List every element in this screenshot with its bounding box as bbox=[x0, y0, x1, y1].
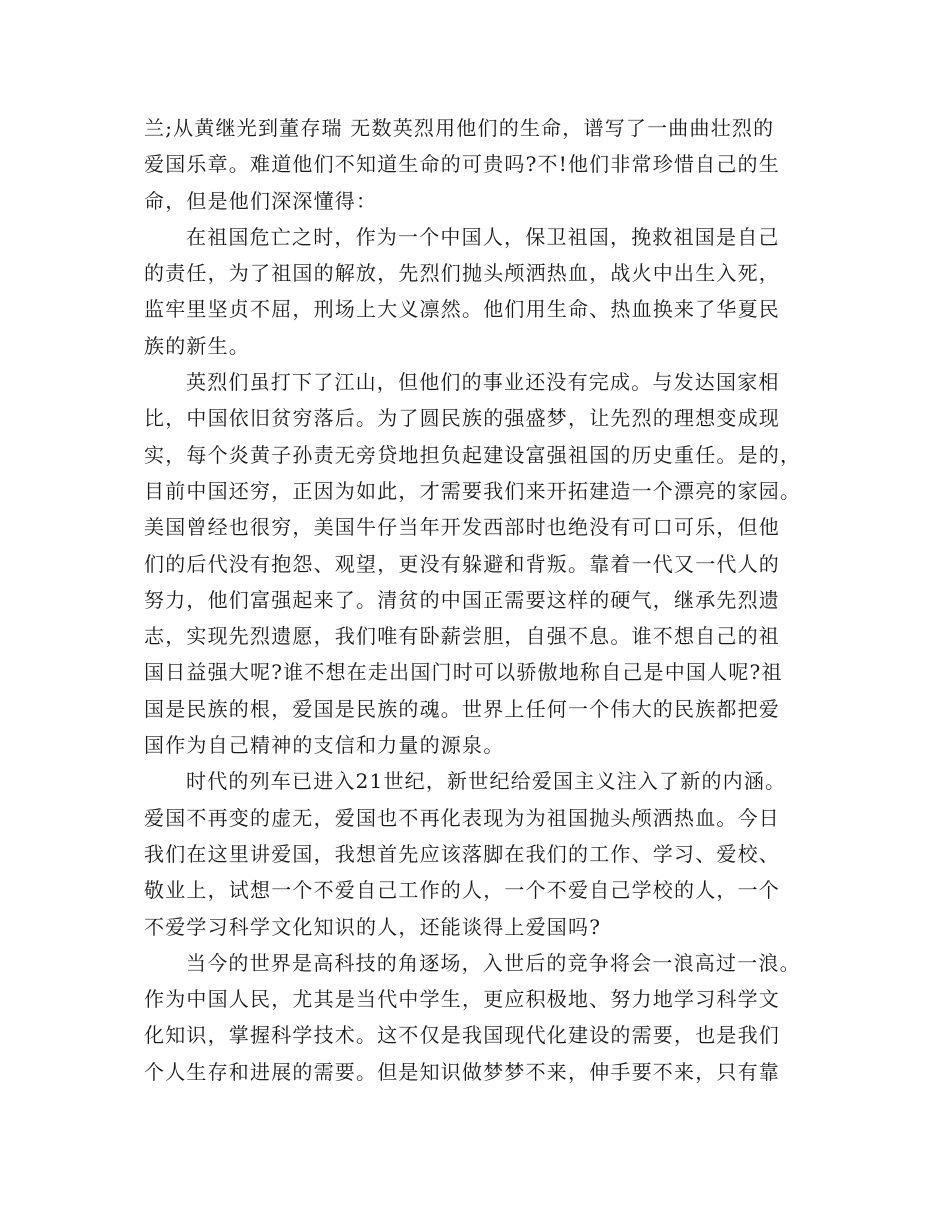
text-line: 实，每个炎黄子孙责无旁贷地担负起建设富强祖国的历史重任。是的， bbox=[144, 442, 802, 467]
text-line: 我们在这里讲爱国，我想首先应该落脚在我们的工作、学习、爱校、 bbox=[144, 841, 780, 866]
text-line: 兰;从黄继光到董存瑞 无数英烈用他们的生命，谱写了一曲曲壮烈的 bbox=[144, 116, 775, 140]
paragraph bbox=[144, 945, 834, 1090]
text-line: 敬业上，试想一个不爱自己工作的人，一个不爱自己学校的人，一个 bbox=[144, 878, 780, 903]
text-line: 命，但是他们深深懂得： bbox=[144, 188, 378, 213]
text-line: 当今的世界是高科技的角逐场，入世后的竞争将会一浪高过一浪。 bbox=[186, 950, 801, 975]
text-line: 国是民族的根，爱国是民族的魂。世界上任何一个伟大的民族都把爱 bbox=[144, 696, 780, 721]
text-line: 努力，他们富强起来了。清贫的中国正需要这样的硬气，继承先烈遗 bbox=[144, 587, 780, 612]
text-line: 国作为自己精神的支信和力量的源泉。 bbox=[144, 733, 505, 758]
text-line: 比，中国依旧贫穷落后。为了圆民族的强盛梦，让先烈的理想变成现 bbox=[144, 406, 780, 431]
text-line: 美国曾经也很穷，美国牛仔当年开发西部时也绝没有可口可乐，但他 bbox=[144, 515, 780, 540]
text-line: 监牢里坚贞不屈，刑场上大义凛然。他们用生命、热血换来了华夏民 bbox=[144, 297, 780, 322]
paragraph bbox=[144, 763, 834, 944]
paragraph bbox=[144, 110, 834, 219]
text-line: 个人生存和进展的需要。但是知识做梦梦不来，伸手要不来，只有靠 bbox=[144, 1059, 780, 1084]
text-line: 在祖国危亡之时，作为一个中国人，保卫祖国，挽救祖国是自己 bbox=[186, 224, 780, 249]
paragraph bbox=[144, 364, 834, 763]
text-line: 时代的列车已进入21世纪，新世纪给爱国主义注入了新的内涵。 bbox=[186, 769, 787, 794]
text-line: 爱国乐章。难道他们不知道生命的可贵吗?不!他们非常珍惜自己的生 bbox=[144, 152, 780, 177]
text-line: 化知识，掌握科学技术。这不仅是我国现代化建设的需要，也是我们 bbox=[144, 1023, 780, 1048]
text-line: 们的后代没有抱怨、观望，更没有躲避和背叛。靠着一代又一代人的 bbox=[144, 551, 780, 576]
text-line: 爱国不再变的虚无，爱国也不再化表现为为祖国抛头颅洒热血。今日 bbox=[144, 805, 780, 830]
text-line: 目前中国还穷，正因为如此，才需要我们来开拓建造一个漂亮的家园。 bbox=[144, 478, 802, 503]
document-body bbox=[144, 110, 834, 1090]
text-line: 不爱学习科学文化知识的人，还能谈得上爱国吗? bbox=[144, 914, 602, 939]
text-line: 英烈们虽打下了江山，但他们的事业还没有完成。与发达国家相 bbox=[186, 370, 780, 395]
paragraph bbox=[144, 219, 834, 364]
text-line: 志，实现先烈遗愿，我们唯有卧薪尝胆，自强不息。谁不想自己的祖 bbox=[144, 624, 780, 649]
text-line: 的责任，为了祖国的解放，先烈们抛头颅洒热血，战火中出生入死， bbox=[144, 261, 780, 286]
text-line: 国日益强大呢?谁不想在走出国门时可以骄傲地称自己是中国人呢?祖 bbox=[144, 660, 783, 685]
text-line: 族的新生。 bbox=[144, 333, 250, 358]
text-line: 作为中国人民，尤其是当代中学生，更应积极地、努力地学习科学文 bbox=[144, 987, 780, 1012]
